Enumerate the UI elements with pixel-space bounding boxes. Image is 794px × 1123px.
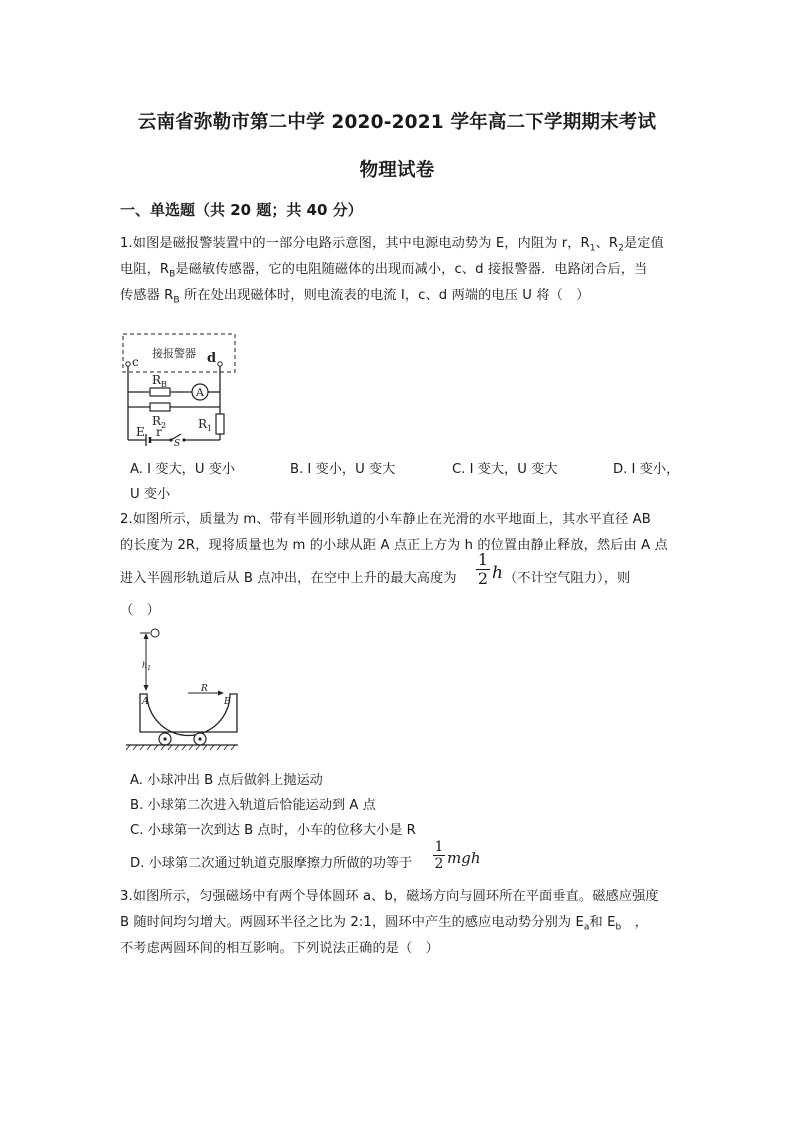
q2-option-b: B. 小球第二次进入轨道后恰能运动到 A 点 [130, 798, 376, 813]
q1-option-a: A. I 变大，U 变小 [130, 462, 236, 477]
terminal-c-label: c [132, 355, 139, 369]
q3-line-1: 3.如图所示，匀强磁场中有两个导体圆环 a、b，磁场方向与圆环所在平面垂直。磁感应强度 [120, 889, 659, 904]
q2-option-c: C. 小球第一次到达 B 点时，小车的位移大小是 R [130, 823, 416, 838]
ball [151, 629, 159, 637]
r1-label: $R_1$ [198, 417, 213, 433]
q1-option-d-cont: U 变小 [130, 487, 171, 502]
q2-fraction-half: 1 2 [477, 550, 489, 588]
a-label: A [142, 697, 149, 707]
rb-resistor [150, 388, 170, 396]
e-label: E [136, 425, 145, 439]
r1-resistor [216, 414, 224, 434]
q2-option-d-var: mgh [447, 849, 481, 867]
q2-option-a: A. 小球冲出 B 点后做斜上抛运动 [130, 773, 323, 788]
q1-circuit-figure [118, 330, 243, 450]
q1-line-2: 电阻，$R_B$是磁敏传感器，它的电阻随磁体的出现而减小，c、d 接报警器．电路闭合后，当 [120, 262, 648, 280]
q2-fraction-var: h [492, 563, 503, 583]
exam-title: 云南省弥勒市第二中学 2020-2021 学年高二下学期期末考试 [137, 112, 657, 133]
r-label: R [201, 684, 208, 694]
cart-body [140, 694, 237, 736]
h-label: $h_1$ [142, 661, 151, 672]
q2-line-1: 2.如图所示，质量为 m、带有半圆形轨道的小车静止在光滑的水平地面上，其水平直径 AB [120, 512, 651, 527]
q3-line-3: 不考虑两圆环间的相互影响。下列说法正确的是（ ） [120, 941, 439, 956]
q2-line-3-post: （不计空气阻力），则 [504, 571, 631, 586]
section-heading: 一、单选题（共 20 题；共 40 分） [120, 201, 363, 219]
terminal-d [218, 362, 222, 366]
q1-line-3: 传感器 $R_B$ 所在处出现磁体时，则电流表的电流 I，c、d 两端的电压 U 将（ ） [120, 288, 590, 306]
q1-option-d: D. I 变小， [613, 462, 680, 477]
alarm-label: 接报警器 [152, 347, 196, 360]
q2-line-3-pre: 进入半圆形轨道后从 B 点冲出，在空中上升的最大高度为 [120, 571, 457, 586]
r-label: r [156, 425, 162, 439]
s-label: S [174, 439, 181, 449]
r2-label: $R_2$ [152, 414, 167, 430]
terminal-c [126, 362, 130, 366]
b-label: B [224, 697, 231, 707]
exam-subtitle: 物理试卷 [359, 160, 435, 181]
ammeter-label: A [196, 386, 204, 399]
q1-option-c: C. I 变大，U 变大 [452, 462, 558, 477]
q2-line-2: 的长度为 2R，现将质量也为 m 的小球从距 A 点正上方为 h 的位置由静止释放，然后由 A 点 [120, 538, 668, 553]
q2-cart-figure [118, 622, 243, 752]
q1-line-1: 1.如图是磁报警装置中的一部分电路示意图，其中电源电动势为 E，内阻为 r，$R_1$、$R_2$是定值 [120, 236, 664, 254]
q1-option-b: B. I 变小，U 变大 [290, 462, 396, 477]
q2-option-d-fraction: 1 2 [434, 839, 444, 872]
q2-option-d: D. 小球第二次通过轨道克服摩擦力所做的功等于 [130, 856, 413, 871]
terminal-d-label: d [207, 351, 217, 366]
q2-line-4: （ ） [120, 603, 160, 618]
rb-label: $R_B$ [152, 373, 167, 389]
r2-resistor [150, 403, 170, 411]
q3-line-2: B 随时间均匀增大。两圆环半径之比为 2:1，圆环中产生的感应电动势分别为 $E_a$和 $E_b$ ， [120, 915, 648, 933]
